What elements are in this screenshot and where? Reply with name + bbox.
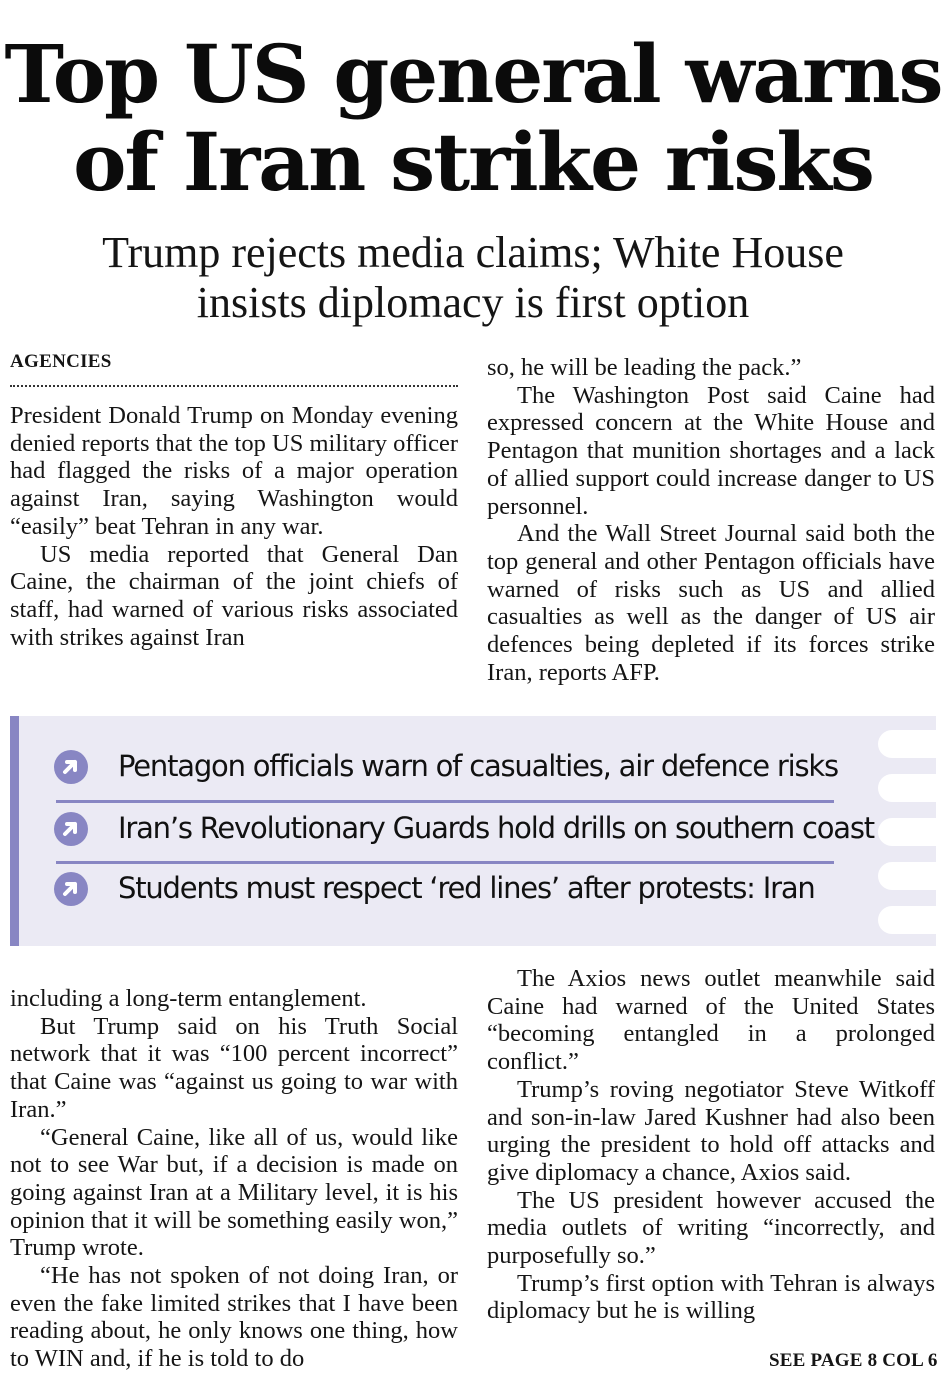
decor-tab xyxy=(878,774,936,802)
article-column-2 xyxy=(487,354,935,686)
paragraph: But Trump said on his Truth Social network that it was “100 percent incorrect” that Caine was “against us going to war with Iran.” xyxy=(10,1012,458,1123)
paragraph: The US president however accused the media outlets of writing “incorrectly, and purposefully so.” xyxy=(487,1186,935,1270)
paragraph: including a long-term entanglement. xyxy=(10,985,367,1012)
paragraph: “He has not spoken of not doing Iran, or even the fake limited strikes that I have been reading about, he only knows one thing, how to WIN and, if he is told to do xyxy=(10,1262,458,1373)
related-story-1[interactable] xyxy=(54,742,838,792)
related-story-title: Students must respect ‘red lines’ after protests: Iran xyxy=(118,871,815,905)
decor-tab xyxy=(878,730,936,758)
related-divider xyxy=(56,800,834,803)
related-story-3[interactable] xyxy=(54,864,834,914)
subheadline xyxy=(0,228,946,328)
decor-tab xyxy=(878,818,936,846)
related-story-title: Pentagon officials warn of casualties, air defence risks xyxy=(118,749,838,783)
headline-line-2: of Iran strike risks xyxy=(73,115,873,209)
headline-line-1: Top US general warns xyxy=(4,27,942,121)
article-column-3 xyxy=(10,985,458,1373)
paragraph: The Washington Post said Caine had expressed concern at the White House and Pentagon that munition shortages and a lack of allied support could increase danger to US personnel. xyxy=(487,381,935,520)
related-stories-panel xyxy=(10,716,936,946)
arrow-circle-icon xyxy=(54,812,88,846)
decor-tab xyxy=(878,862,936,890)
arrow-circle-icon xyxy=(54,872,88,906)
headline xyxy=(0,27,946,209)
paragraph: Trump’s roving negotiator Steve Witkoff and son-in-law Jared Kushner had also been urging the president to hold off attacks and give diplomacy a chance, Axios said. xyxy=(487,1075,935,1186)
article-column-4 xyxy=(487,965,935,1325)
paragraph: so, he will be leading the pack.” xyxy=(487,354,802,381)
paragraph: The Axios news outlet meanwhile said Caine had warned of the United States “becoming entangled in a prolonged conflict.” xyxy=(487,965,935,1076)
panel-accent-bar xyxy=(10,716,19,946)
related-story-title: Iran’s Revolutionary Guards hold drills on southern coast xyxy=(118,811,874,845)
article-column-1 xyxy=(10,402,458,651)
arrow-circle-icon xyxy=(54,750,88,784)
panel-decoration xyxy=(874,726,936,936)
subheadline-line-1: Trump rejects media claims; White House xyxy=(102,228,844,277)
paragraph: President Donald Trump on Monday evening denied reports that the top US military officer had flagged the risks of a major operation against Iran, saying Washington would “easily” beat Tehran in any war. xyxy=(10,402,458,540)
paragraph: US media reported that General Dan Caine, the chairman of the joint chiefs of staff, had warned of various risks associated with strikes against Iran xyxy=(10,540,458,651)
paragraph: And the Wall Street Journal said both the top general and other Pentagon officials have warned of risks such as US and allied casualties as well as the danger of US air defences being depleted if its forces strike Iran, reports AFP. xyxy=(487,520,935,686)
byline-divider xyxy=(10,385,458,387)
continued-jump-link[interactable]: SEE PAGE 8 COL 6 xyxy=(769,1350,938,1371)
byline: AGENCIES xyxy=(10,351,112,372)
paragraph: “General Caine, like all of us, would like not to see War but, if a decision is made on going against Iran at a Military level, it is his opinion that it will be something easily won,” Trump wrote. xyxy=(10,1123,458,1262)
paragraph: Trump’s first option with Tehran is always diplomacy but he is willing xyxy=(487,1269,935,1325)
decor-tab xyxy=(878,906,936,934)
subheadline-line-2: insists diplomacy is first option xyxy=(196,278,750,327)
related-story-2[interactable] xyxy=(54,804,874,854)
